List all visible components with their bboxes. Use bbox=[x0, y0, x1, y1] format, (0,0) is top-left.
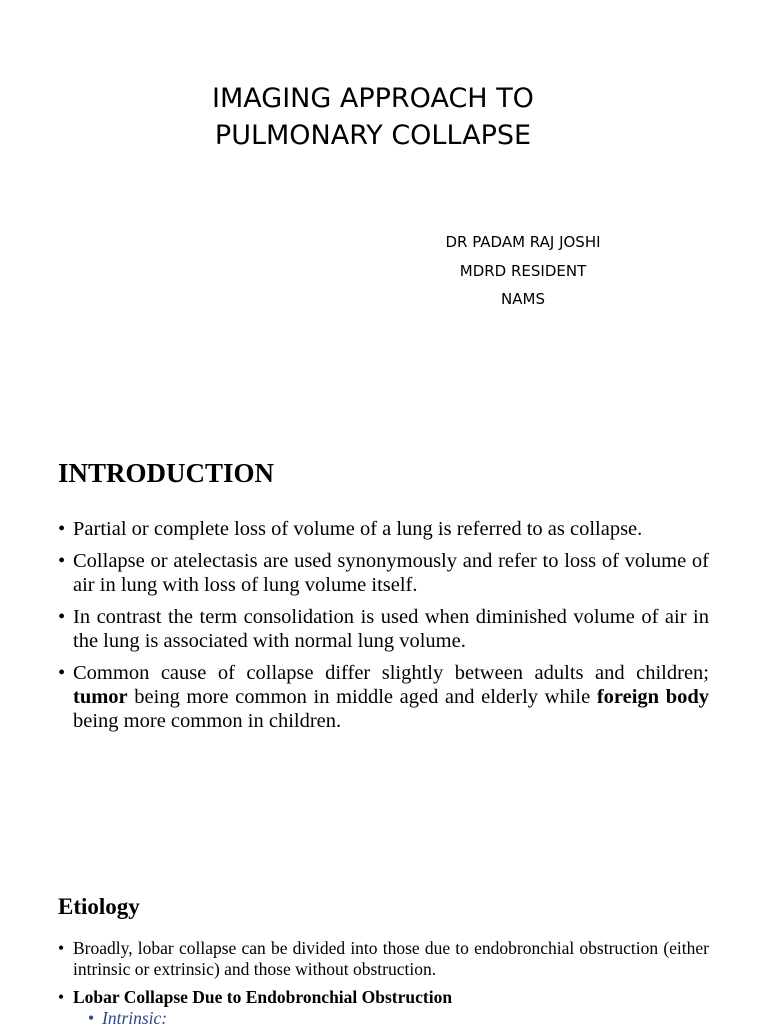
slide-title-line-1: IMAGING APPROACH TO bbox=[212, 83, 534, 114]
bullet-text: In contrast the term consolidation is used when diminished volume of air in the lung is associated with normal lung volume. bbox=[73, 606, 709, 652]
bullet-icon: • bbox=[58, 662, 66, 684]
title-slide bbox=[0, 0, 768, 400]
bold-term-tumor: tumor bbox=[73, 686, 128, 708]
author-institution: NAMS bbox=[501, 290, 545, 308]
bold-term-foreign-body: foreign body bbox=[596, 686, 709, 708]
slide-title-line-2: PULMONARY COLLAPSE bbox=[214, 120, 532, 151]
author-name: DR PADAM RAJ JOSHI bbox=[445, 233, 601, 251]
sub-bullet-text: Intrinsic: bbox=[102, 1008, 168, 1028]
list-item bbox=[58, 605, 709, 653]
etiology-slide bbox=[0, 860, 768, 1028]
bullet-text: Lobar Collapse Due to Endobronchial Obstruction bbox=[73, 987, 453, 1007]
introduction-slide bbox=[0, 440, 768, 860]
introduction-heading: INTRODUCTION bbox=[58, 458, 275, 488]
bullet-icon: • bbox=[58, 550, 66, 572]
bullet-icon: • bbox=[58, 518, 66, 540]
list-item bbox=[58, 938, 709, 980]
author-role: MDRD RESIDENT bbox=[459, 261, 587, 280]
list-item bbox=[58, 661, 709, 733]
bullet-icon: • bbox=[58, 938, 65, 958]
sub-bullet-icon: • bbox=[88, 1008, 95, 1028]
list-item bbox=[58, 987, 709, 1029]
slide-title bbox=[150, 80, 596, 154]
list-item bbox=[58, 517, 709, 541]
bullet-text bbox=[73, 662, 709, 732]
bullet-text: Broadly, lobar collapse can be divided into those due to endobronchial obstruction (either intrinsic or extrinsic) and those without obstruction. bbox=[73, 938, 709, 979]
bullet-icon: • bbox=[58, 606, 66, 628]
author-block bbox=[420, 228, 626, 314]
introduction-bullet-list bbox=[58, 517, 709, 741]
bullet-text-part: being more common in children. bbox=[73, 710, 342, 732]
bullet-text-part: being more common in middle aged and elderly while bbox=[127, 686, 597, 708]
bullet-text-part: Common cause of collapse differ slightly between adults and children; bbox=[73, 662, 709, 684]
bullet-text: Collapse or atelectasis are used synonymously and refer to loss of volume of air in lung with loss of lung volume itself. bbox=[73, 550, 709, 596]
sub-bullet-list bbox=[88, 1008, 709, 1029]
etiology-bullet-list bbox=[58, 938, 709, 1036]
etiology-heading: Etiology bbox=[58, 894, 140, 919]
list-item bbox=[58, 549, 709, 597]
bullet-icon: • bbox=[58, 987, 65, 1007]
sub-list-item bbox=[88, 1008, 709, 1029]
bullet-text: Partial or complete loss of volume of a lung is referred to as collapse. bbox=[73, 518, 643, 540]
